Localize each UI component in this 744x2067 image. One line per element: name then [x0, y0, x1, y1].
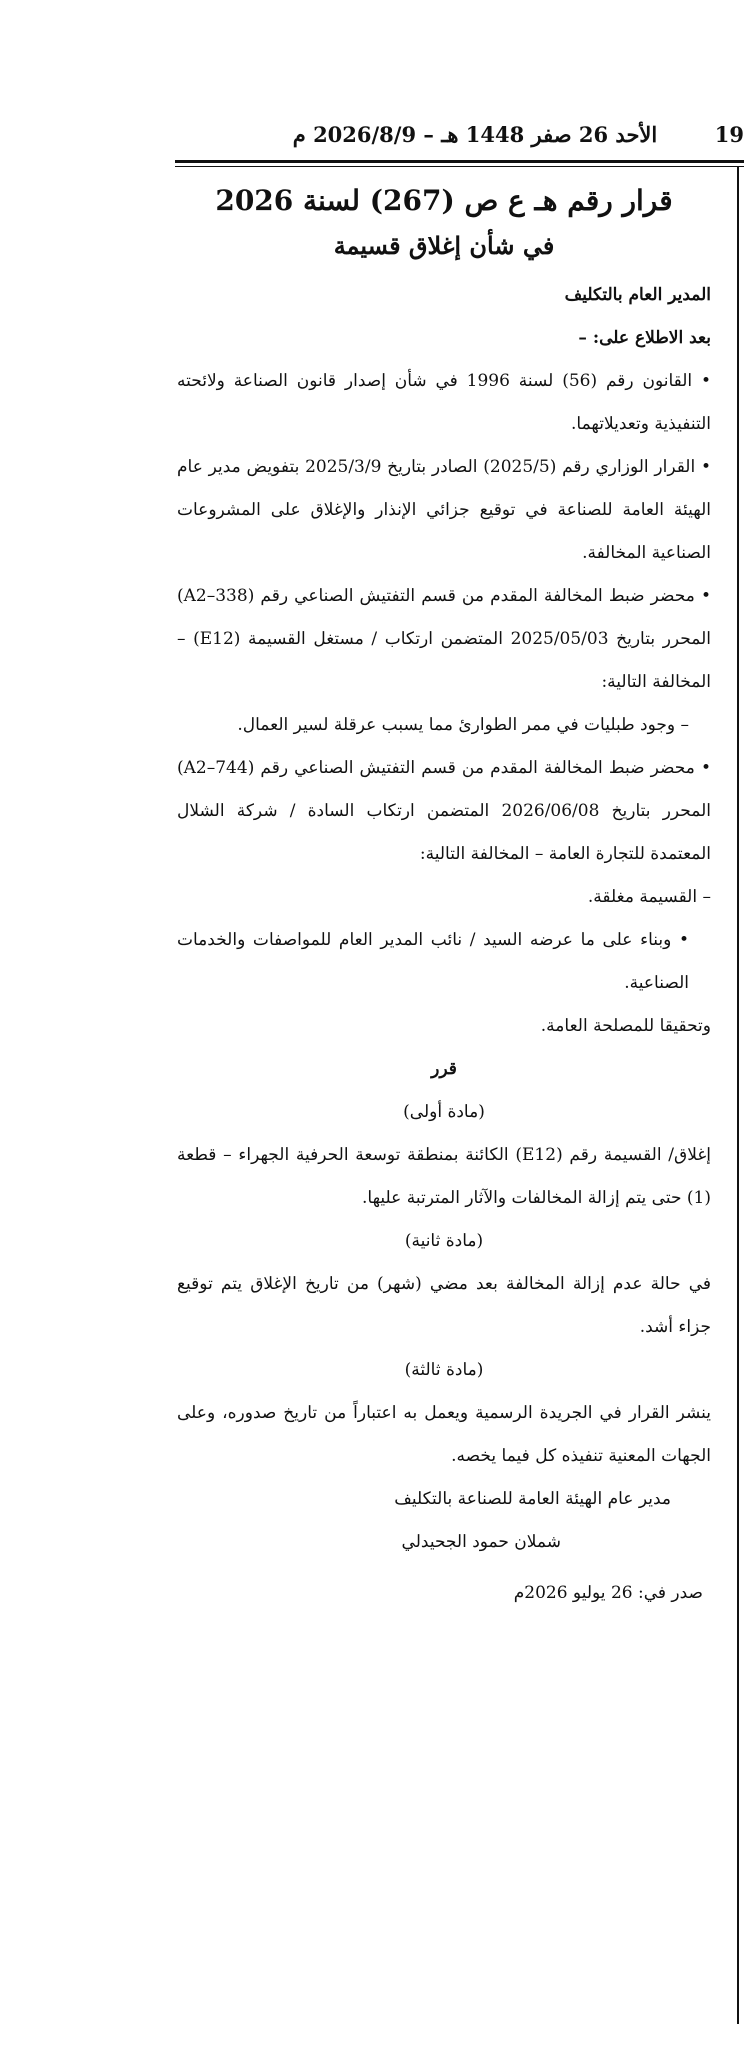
issuer-line: المدير العام بالتكليف — [564, 285, 711, 305]
page-number: 19 — [714, 122, 744, 147]
decision-article — [177, 178, 711, 1615]
violation-item: – وجود طبليات في ممر الطوارئ مما يسبب عرقلة لسير العمال. — [237, 715, 689, 735]
signature-title: مدير عام الهيئة العامة للصناعة بالتكليف — [394, 1489, 671, 1509]
article-text: ينشر القرار في الجريدة الرسمية ويعمل به اعتباراً من تاريخ صدوره، وعلى الجهات المعنية تنفيذه كل فيما يخصه. — [177, 1403, 711, 1466]
column-divider — [737, 166, 739, 2024]
after-review-line: بعد الاطلاع على: – — [578, 328, 711, 348]
header-rule-thin — [175, 166, 744, 167]
article-heading: (مادة ثانية) — [404, 1231, 484, 1251]
decided-heading: قرر — [431, 1059, 457, 1079]
article-text: إغلاق/ القسيمة رقم (E12) الكائنة بمنطقة توسعة الحرفية الجهراء – قطعة (1) حتى يتم إزالة المخالفات والآثار المترتبة عليها. — [177, 1145, 711, 1208]
preamble-item: • وبناء على ما عرضه السيد / نائب المدير العام للمواصفات والخدمات الصناعية. — [177, 930, 689, 993]
article-heading: (مادة ثالثة) — [404, 1360, 484, 1380]
header-rule-thick — [175, 160, 744, 163]
article-heading: (مادة أولى) — [403, 1102, 485, 1122]
header-date: الأحد 26 صفر 1448 هـ – 2026/8/9 م — [292, 122, 658, 147]
public-interest-line: وتحقيقا للمصلحة العامة. — [540, 1016, 711, 1036]
page-header — [175, 122, 744, 158]
decision-subtitle: في شأن إغلاق قسيمة — [333, 231, 555, 260]
signature-name: شملان حمود الجحيدلي — [401, 1532, 561, 1552]
violation-item: – القسيمة مغلقة. — [587, 887, 711, 907]
preamble-item: • محضر ضبط المخالفة المقدم من قسم التفتيش الصناعي رقم (A2–744) المحرر بتاريخ 2026/06/08 المتضمن ارتكاب السادة / شركة الشلال المعتمدة للتجارة العامة – المخالفة التالية: — [177, 758, 711, 864]
issued-date: صدر في: 26 يوليو 2026م — [513, 1583, 703, 1603]
preamble-item: • القانون رقم (56) لسنة 1996 في شأن إصدار قانون الصناعة ولائحته التنفيذية وتعديلاتهما. — [177, 371, 712, 434]
decision-title: قرار رقم هـ ع ص (267) لسنة 2026 — [215, 184, 673, 217]
article-text: في حالة عدم إزالة المخالفة بعد مضي (شهر) من تاريخ الإغلاق يتم توقيع جزاء أشد. — [177, 1274, 711, 1337]
preamble-item: • القرار الوزاري رقم (2025/5) الصادر بتاريخ 2025/3/9 بتفويض مدير عام الهيئة العامة للصناعة في توقيع جزائي الإنذار والإغلاق على المشروعات الصناعية المخالفة. — [177, 457, 711, 563]
preamble-item: • محضر ضبط المخالفة المقدم من قسم التفتيش الصناعي رقم (A2–338) المحرر بتاريخ 2025/05/03 المتضمن ارتكاب / مستغل القسيمة (E12) – المخالفة التالية: — [177, 586, 711, 692]
